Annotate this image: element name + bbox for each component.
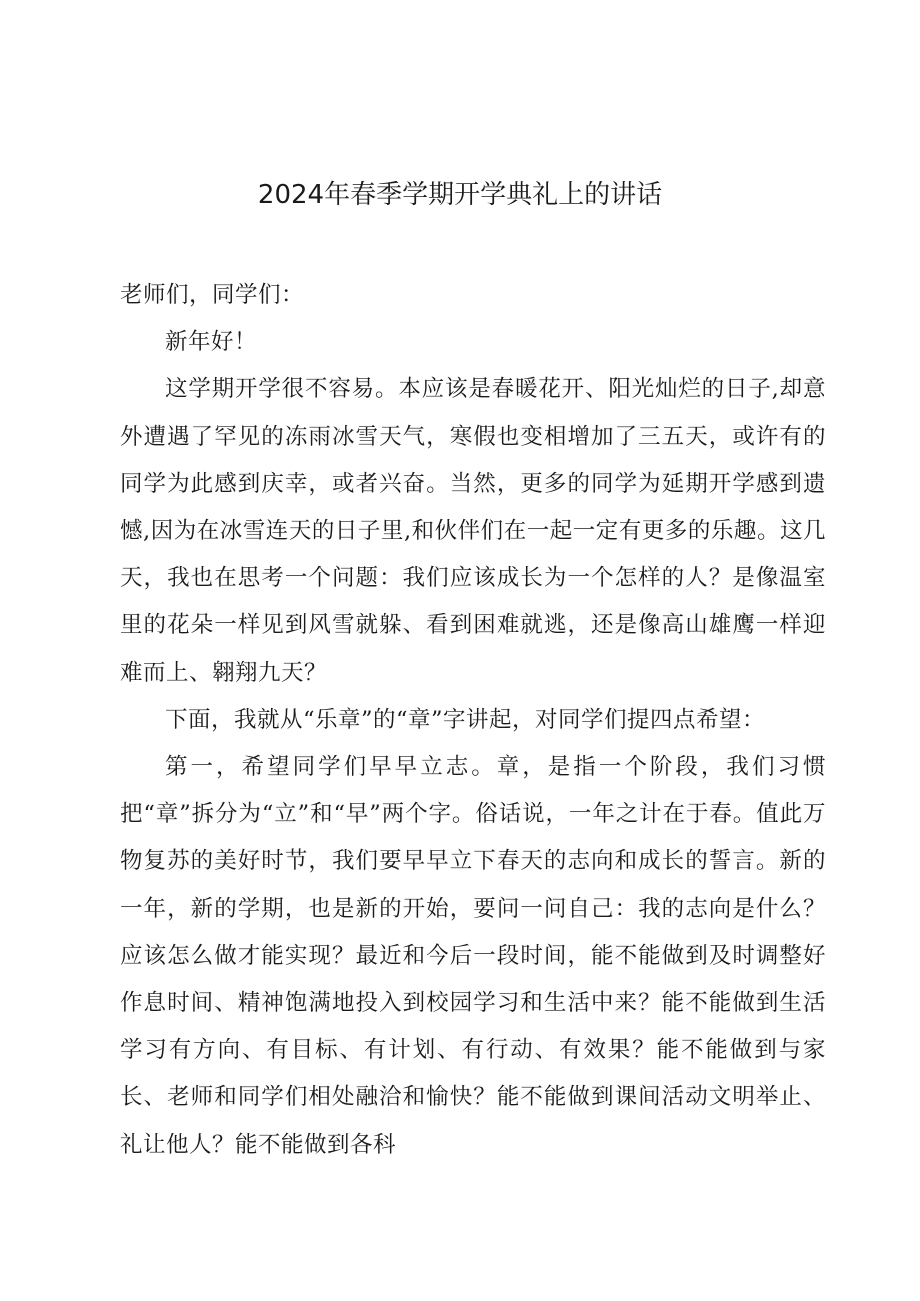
document-body xyxy=(120,272,826,1169)
paragraph-first-hope: 第一，希望同学们早早立志。章，是指一个阶段，我们习惯把“章”拆分为“立”和“早”两个字。俗话说，一年之计在于春。值此万物复苏的美好时节，我们要早早立下春天的志向和成长的誓言。新的一年，新的学期，也是新的开始，要问一问自己：我的志向是什么？应该怎么做才能实现？最近和今后一段时间，能不能做到及时调整好作息时间、精神饱满地投入到校园学习和生活中来？能不能做到生活学习有方向、有目标、有计划、有行动、有效果？能不能做到与家长、老师和同学们相处融洽和愉快？能不能做到课间活动文明举止、礼让他人？能不能做到各科 xyxy=(120,754,826,1158)
paragraph-greeting: 新年好！ xyxy=(165,329,258,356)
document-title: 2024年春季学期开学典礼上的讲话 xyxy=(257,180,663,210)
salutation: 老师们，同学们： xyxy=(120,282,305,308)
paragraph-intro: 这学期开学很不容易。本应该是春暖花开、阳光灿烂的日子,却意外遭遇了罕见的冻雨冰雪天气，寒假也变相增加了三五天，或许有的同学为此感到庆幸，或者兴奋。当然，更多的同学为延期开学感到遗憾,因为在冰雪连天的日子里,和伙伴们在一起一定有更多的乐趣。这几天，我也在思考一个问题：我们应该成长为一个怎样的人？是像温室里的花朵一样见到风雪就躲、看到困难就逃，还是像高山雄鹰一样迎难而上、翱翔九天？ xyxy=(120,376,826,686)
paragraph-transition: 下面，我就从“乐章”的“章”字讲起，对同学们提四点希望： xyxy=(165,706,766,733)
